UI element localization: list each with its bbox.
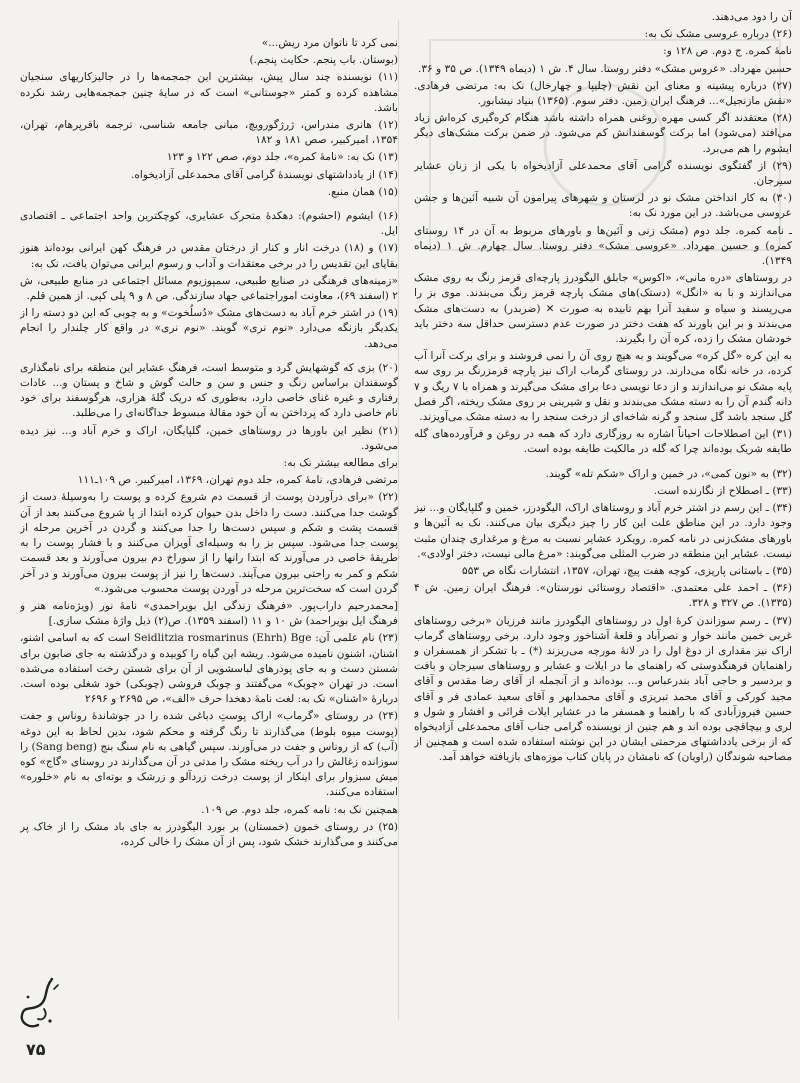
- note-paragraph: همچنین نک به: نامه کمره، جلد دوم. ص ۱۰۹.: [201, 803, 398, 816]
- note-paragraph: (۲۲) «برای درآوردن پوست از قسمت دم شروع کرده و پوست را به‌وسیلهٔ دست از گوشت جدا می‌کنند. دست را داخل بدن حیوان کرده ابتدا از پا شروع می‌کنند بعد از آن قسمت پشت و شکم و سپس دست‌ها را جدا می‌کنند و گردن در آخرین مرحله از پوست جدا می‌شود. سپس بز را به وسیله‌ای آویزان می‌کنند و با فشار پوست را به طریقهٔ خاصی در می‌آورند که ابتدا رانها را از سوراخ دم بیرون می‌آورند و بعد قسمت شکم و کمر به راحتی بیرون می‌آیند. دست‌ها را نیز از پوست بیرون می‌آورند و در آخر گردن است که سخت‌ترین مرحله در آوردن پوست محسوب می‌شود.»: [20, 491, 398, 595]
- note-paragraph: آن را دود می‌دهند.: [711, 11, 792, 23]
- note-paragraph: (۱۹) در اشتر خرم آباد به دست‌های مشک «دُسلُخوت» و به چوبی که این دو دسته را از یکدیگر بازنگه می‌دارد «نوم نری» گویند. «نوم نری» در واقع کار چلندار را انجام می‌دهد.: [20, 307, 398, 350]
- note-paragraph: «زمینه‌های فرهنگی در صنایع طبیعی، سمپوزیوم مسائل اجتماعی در منابع طبیعی، ش ۲ (اسفند ۶۹)، معاونت اموراجتماعی جهاد سازندگی. ص ۸ و ۹ پلی کپی. از همین قلم.: [20, 274, 398, 303]
- note-paragraph: (۱۲) هانری مندراس، ژرژگورویچ، مبانی جامعه شناسی، ترجمه باقرپرهام، تهران، ۱۳۵۴، امیرکبیر، صص ۱۸۱ و ۱۸۲: [20, 119, 398, 147]
- note-paragraph: (۱۱) نویسنده چند سال پیش، بیشترین این جمجمه‌ها را در جالیزکاریهای سنجیان مشاهده کرده و کمتر «جوستانی» است که در سایهٔ چنین جمجمه‌هایی رشد نکرده باشد.: [20, 71, 398, 114]
- note-paragraph: در روستاهای «دره مانی»، «اکوس» جابلق الیگودرز پارچه‌ای قرمز رنگ به روی مشک می‌اندازند و با به «انگل» (دستک)های مشک پارچه قرمز رنگ می‌بندند. موی بز را می‌ریسند و سیاه و سفید آنرا بهم تابیده به صورت ✕ (ضربدر) به دست‌های مشک می‌بندند و بر این باورند که هفت دختر در صورت عدم دسترسی حداقل سه دختر باید خودشان مشک را زده، کره آن را بگیرند.: [414, 272, 792, 346]
- note-paragraph: (۳۳) ـ اصطلاح از نگارنده است.: [653, 484, 792, 497]
- note-paragraph: (۲۳) نام علمی آن: Seidlitzia rosmarinus (Ehrh) Bge است که به اسامی اشنو، اشنان، اشنون نامیده می‌شود. ریشه این گیاه را کوبیده و درگذشته به جای صابون برای شستن دست و به جای پودرهای لباسشویی از آن برای شستن رخت استفاده می‌شده است. در تهران «چوبک» می‌گفتند و چوبک فروشی (چوبکی) خود شغلی بوده است. دربارهٔ «اشنان» نک به: لغت نامهٔ دهخدا حرف «الف»، ص ۲۶۹۵ و ۲۶۹۶: [20, 632, 398, 706]
- note-paragraph: نمی کرد تا ناتوان مرد ریش...»: [261, 37, 398, 49]
- note-paragraph: ـ نامه کمره. جلد دوم (مشک زنی و آئین‌ها و باورهای مربوط به آن در ۱۴ روستای کمره) و حسین مهرداد. «عروسی مشک» دفتر روستا. سال چهارم. ش ۱ (دیماه ۱۳۴۹).: [414, 224, 792, 268]
- text-columns: [20, 10, 792, 1020]
- note-paragraph: (۳۷) ـ رسم سوزاندن کرهٔ اول در روستاهای الیگودرز مانند فرزیان «برخی روستاهای غربی خمین مانند خوار و نصرآباد و قلعهٔ آشناخور وجود دارد. برخی روستاهای گرماب اراک نیز مقداری از دوغ اول را در لانهٔ مورچه می‌ریزند (*) ـ با تشکر از همسفران و راهنمایان فرهنگدوستی که راهنمای ما در ایلات و عشایر و روستاهای سیرجان و بافت و بردسیر و حاجی آباد بندرعباس و... بوده‌اند و از آنجمله از آقای رضا مقدس و آقای مجید کورکی و آقای محمد تبریزی و آقای محمدابهر و آقای سعید عمادی فر و آقای حسین فیروزآبادی که با راهنما و همسفر ما در عشایر ایلات قرائی و افشار و شول و لری و بیچاقچی بوده اند و هم چنین از نویسنده گرامی جناب آقای محمدعلی آزادیخواه که از برخی یادداشتهای مرحمتی ایشان در این نوشته استفاده شده است و همچنین از مصاحبه شوندگان (راویان) که نامشان در پایان کتاب موزه‌های بازیافته خواهد آمد.: [414, 614, 792, 764]
- note-paragraph: (۱۵) همان منبع.: [327, 185, 398, 198]
- note-paragraph: نامهٔ کمره. ج دوم. ص ۱۲۸ و:: [663, 45, 792, 58]
- note-paragraph: (۲۵) در روستای خمون (خمستان) بر بورد الیگودرز به جای باد مشک را از خاک پر می‌کنند و می‌گذارند خشک شود، پس از آن مشک را خالی کرده،: [20, 820, 398, 848]
- right-column: [20, 10, 398, 1046]
- note-paragraph: به این کره «گل کره» می‌گویند و به هیچ روی آن را نمی فروشند و برای برکت آنرا آب کرده، در خانه نگاه می‌دارند. در روستای گرماب اراک نیز پارچه قرمزرنگ بر روی سه پایه مشک نو می‌اندازند و از دعا نویسی دعا برای مشک می‌گیرند و همراه با ۷ ریگ و ۷ دانه گندم آن را به دسته مشک می‌بندند و نقل و شیرینی بر روی مشک ریخته، اگر فصل گل سنجد باشد گل سنجد و گرنه شاخه‌ای از درخت سنجد را به دسته مشک می‌آویزند.: [414, 350, 792, 424]
- note-paragraph: حسین مهرداد. «عروس مشک» دفتر روستا. سال ۴. ش ۱ (دیماه ۱۳۴۹). ص ۳۵ و ۳۶.: [417, 62, 792, 75]
- note-paragraph: (۳۶) ـ احمد علی معتمدی. «اقتصاد روستائی نورستان». فرهنگ ایران زمین. ش ۴ (۱۳۳۵). ص ۳۲۷ و ۳۲۸.: [414, 582, 792, 610]
- note-paragraph: مرتضی فرهادی، نامهٔ کمره، جلد دوم تهران، ۱۳۶۹، امیرکبیر. ص ۱۰۹ـ۱۱۱: [77, 474, 398, 487]
- note-paragraph: (۳۰) به کار انداختن مشک نو در لرستان و شهرهای پیرامون آن شبیه آئین‌ها و جشن عروسی می‌باشد. در این مورد نک به:: [414, 192, 792, 220]
- note-paragraph: (۱۴) از یادداشتهای نویسندهٔ گرامی آقای محمدعلی آزادیخواه.: [130, 168, 398, 181]
- note-paragraph: (۳۱) این اصطلاحات احیاناً اشاره به روزگاری دارد که همه در روغن و فرآورده‌های گله طایفه شریک بوده‌اند چرا که گله در مالکیت طایفه بوده است.: [414, 428, 792, 456]
- note-paragraph: (۲۸) معتقدند اگر کسی مهره روغنی همراه داشته باشد هنگام کره‌گیری کره‌اش زیاد می‌افتد (می‌شود) اما برکت گوسفندانش کم می‌شود. در ضمن برکت مشک‌های دیگر ایشوم را هم می‌برد.: [414, 112, 792, 155]
- note-paragraph: (۱۳) نک به: «نامهٔ کمره»، جلد دوم، صص ۱۲۲ و ۱۲۳: [166, 151, 398, 164]
- note-paragraph: (۳۲) به «نون کمی»، در خمین و اراک «شکم تله» گویند.: [545, 467, 792, 480]
- note-paragraph: (بوستان. باب پنجم. حکایت پنجم.): [249, 54, 398, 67]
- note-paragraph: (۳۴) ـ این رسم در اشتر خرم آباد و روستاهای اراک، الیگودرز، خمین و گلپایگان و... نیز وجود دارد. در این مناطق علت این کار را چیز دیگری بیان می‌کنند. نک به آئین‌ها و باورهای مشک‌زنی در نامه کمره. رویکرد عشایر نسبت به مرغ و مرغداری چندان مثبت نیست. عشایر این منطقه در ضرب المثلی می‌گویند: «مرغ مالی نیست، دختر اولادی».: [414, 502, 792, 560]
- note-paragraph: [محمدرحیم داراب‌پور. «فرهنگ زندگی ایل بویراحمدی» نامهٔ نور (ویژه‌نامه هنر و فرهنگ ایل بویراحمد) ش ۱۰ و ۱۱ (اسفند ۱۳۵۹). ص(۲) ذیل واژهٔ مشک سازی.]: [20, 599, 398, 628]
- note-paragraph: (۲۴) در روستای «گرماب» اراک پوستِ دباغی شده را در جوشاندهٔ روناس و جفت (پوست میوه بلوط) می‌گذارند تا رنگ گرفته و محکم شود، بدین لحاظ به این دوغه (آب) که از روناس و جفت در می‌آورند. سپس گیاهی به نام سنگ بنج (Sang beng) را سوزانده زغالش را در آب ریخته مشک را مدتی در آن می‌گذارند در روستای «گاج» کوه میش سبزوار برای اینکار از پوست درخت زردآلو و زرشک و بوته‌ای به نام «خلوره» استفاده می‌کنند.: [20, 710, 398, 799]
- note-paragraph: (۲۹) از گفتگوی نویسنده گرامی آقای محمدعلی آزادیخواه با یکی از زنان عشایر سیرجان.: [414, 159, 792, 188]
- note-paragraph: (۱۶) ایشوم (احشوم): دهکدهٔ متحرک عشایری، کوچکترین واحد اجتماعی ـ اقتصادی ایل.: [20, 210, 398, 238]
- note-paragraph: (۲۱) نظیر این باورها در روستاهای خمین، گلپایگان، اراک و خرم آباد و... نیز دیده می‌شود.: [20, 424, 398, 452]
- note-paragraph: (۳۵) ـ باستانی پاریزی، کوچه هفت پیچ، تهران، ۱۳۵۷، انتشارات نگاه ص ۵۵۳: [462, 564, 792, 577]
- page-number: ۷۵: [26, 1040, 46, 1059]
- note-paragraph: (۲۷) درباره پیشینه و معنای این نقش (چلیپا و چهارخال) نک به: مرتضی فرهادی. «نقش مازنجیل»... فرهنگ ایران زمین. دفتر سوم. (۱۳۶۵) بنیاد نیشابور.: [414, 79, 792, 108]
- note-paragraph: (۲۶) درباره عروسی مشک نک به:: [644, 28, 792, 41]
- note-paragraph: (۱۷) و (۱۸) درخت انار و کنار از درختان مقدس در فرهنگ کهن ایرانی بوده‌اند هنوز بقایای این تقدیس را در برخی معتقدات و آداب و رسوم ایرانی می‌توان یافت، نک به:: [20, 242, 398, 270]
- note-paragraph: (۲۰) بزی که گوشهایش گرد و متوسط است، فرهنگ عشایر این منطقه برای نامگذاری گوسفندان براساس رنگ و جنس و سن و حالت گوش و شاخ و پستان و... عادات رفتاری و غیره غنای خاصی دارد، به‌طوری که دریک گلهٔ هزاری، هرگوسفند برای خود نام خاصی دارد که پرداختن به آن خود مقالهٔ مبسوط جداگانه‌ای را می‌طلبد.: [20, 361, 398, 420]
- kerman-logo: [14, 975, 60, 1035]
- note-paragraph: برای مطالعه بیشتر نک به:: [283, 457, 398, 470]
- left-column: [414, 10, 792, 1020]
